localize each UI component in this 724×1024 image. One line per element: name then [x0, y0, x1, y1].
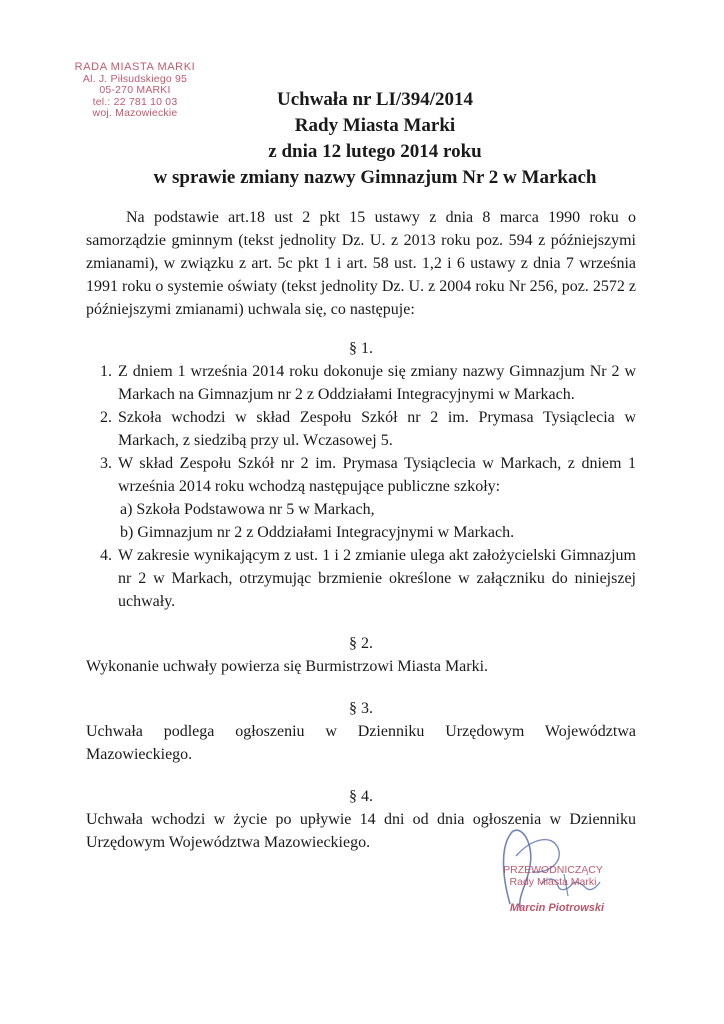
stamp-line: tel.: 22 781 10 03	[92, 95, 178, 108]
sublist-item: a) Szkoła Podstawowa nr 5 w Markach,	[120, 501, 375, 518]
section-mark-3: § 3.	[349, 700, 373, 717]
signature-block	[472, 826, 622, 926]
stamp-line: Al. J. Piłsudskiego 95	[82, 72, 188, 85]
list-item-text: W zakresie wynikającym z ust. 1 i 2 zmianie ulega akt założycielski Gimnazjum nr 2 w Markach, otrzymując brzmienie określone w załączniku do niniejszej uchwały.	[118, 547, 636, 610]
legal-basis-paragraph: Na podstawie art.18 ust 2 pkt 15 ustawy z dnia 8 marca 1990 roku o samorządzie gminnym (tekst jednolity Dz. U. z 2013 roku poz. 594 z późniejszymi zmianami), w związku z art. 5c pkt 1 i art. 58 ust. 1,2 i 6 ustawy z dnia 7 września 1991 roku o systemie oświaty (tekst jednolity Dz. U. z 2004 roku Nr 256, poz. 2572 z późniejszymi zmianami) uchwala się, co następuje:	[86, 209, 636, 318]
section-mark-2: § 2.	[349, 635, 373, 652]
resolution-date: z dnia 12 lutego 2014 roku	[268, 141, 482, 162]
chairman-title: PRZEWODNICZĄCY	[503, 864, 603, 876]
stamp-line: RADA MIASTA MARKI	[74, 61, 196, 73]
stamp-line: 05-270 MARKI	[99, 84, 171, 96]
chairman-body: Rady Miasta Marki	[509, 876, 597, 888]
section-mark-4: § 4.	[349, 788, 373, 805]
signatory-name: Marcin Piotrowski	[509, 902, 605, 914]
list-item	[116, 452, 636, 544]
document-body	[86, 206, 636, 854]
section-3-text: Uchwała podlega ogłoszeniu w Dzienniku Urzędowym Województwa Mazowieckiego.	[86, 723, 636, 763]
school-sublist	[118, 498, 636, 544]
section-mark-1: § 1.	[349, 340, 373, 357]
issuing-body: Rady Miasta Marki	[294, 115, 456, 136]
stamp-line: woj. Mazowieckie	[92, 107, 178, 119]
section-4-text: Uchwała wchodzi w życie po upływie 14 dni od dnia ogłoszenia w Dzienniku Urzędowym Województwa Mazowieckiego.	[86, 811, 636, 851]
section-2-text: Wykonanie uchwały powierza się Burmistrzowi Miasta Marki.	[86, 658, 489, 675]
sublist-item: b) Gimnazjum nr 2 z Oddziałami Integracyjnymi w Markach.	[120, 524, 515, 541]
list-item-text: Z dniem 1 września 2014 roku dokonuje się zmiany nazwy Gimnazjum Nr 2 w Markach na Gimnazjum nr 2 z Oddziałami Integracyjnymi w Markach.	[118, 363, 636, 403]
resolution-header	[100, 87, 650, 191]
list-item-text: W skład Zespołu Szkół nr 2 im. Prymasa Tysiąclecia w Markach, z dniem 1 września 2014 roku wchodzą następujące publiczne szkoły:	[118, 455, 636, 495]
list-item-text: Szkoła wchodzi w skład Zespołu Szkół nr 2 im. Prymasa Tysiąclecia w Markach, z siedzibą przy ul. Wczasowej 5.	[118, 409, 636, 449]
section-1-list	[86, 360, 636, 613]
list-item	[116, 360, 636, 406]
list-item	[116, 406, 636, 452]
resolution-subject: w sprawie zmiany nazwy Gimnazjum Nr 2 w Markach	[153, 167, 597, 188]
chairman-stamp	[488, 864, 618, 888]
resolution-number: Uchwała nr LI/394/2014	[276, 89, 473, 110]
list-item	[116, 544, 636, 613]
